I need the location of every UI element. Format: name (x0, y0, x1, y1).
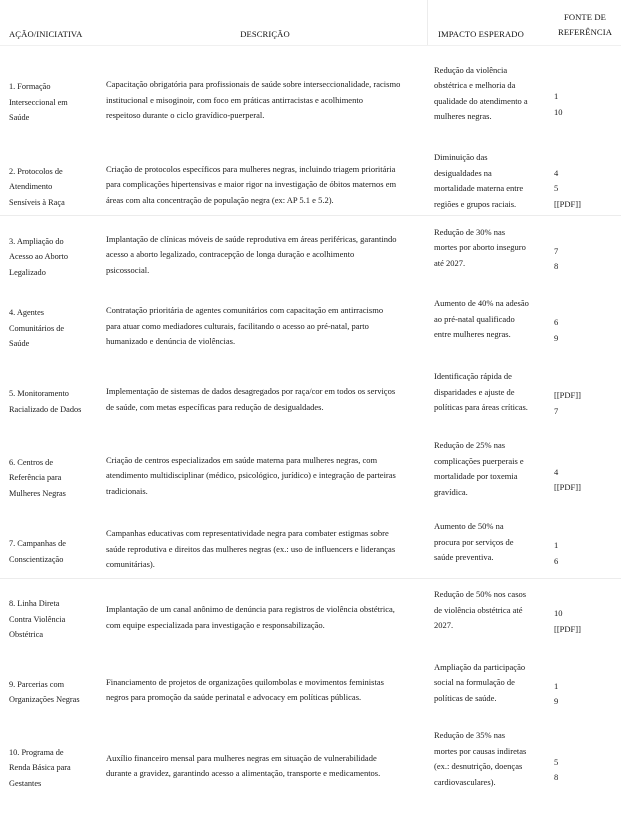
impacto-cell-line: (ex.: desnutrição, doenças (434, 761, 523, 771)
impacto-cell-line: até 2027. (434, 257, 466, 268)
fonte-ref-link[interactable]: 6 (554, 317, 559, 327)
descricao-cell (106, 77, 424, 124)
table-row (0, 579, 621, 648)
descricao-cell-line: de saúde, com metas específicas para redução de desigualdades. (106, 401, 324, 412)
impacto-cell (434, 296, 544, 343)
descricao-cell-line: comunitárias). (106, 559, 155, 570)
descricao-cell (106, 751, 424, 782)
fonte-ref-link[interactable]: 10 (554, 608, 563, 618)
acao-cell (9, 305, 99, 352)
impacto-cell-line: cardiovasculares). (434, 776, 496, 787)
acao-cell-line: Obstétrica (9, 630, 44, 640)
table-row (0, 359, 621, 432)
descricao-cell-line: acesso a aborto legalizado, contracepção de longa duração e acolhimento (106, 249, 355, 260)
impacto-cell (434, 63, 544, 125)
fonte-ref-link[interactable]: 1 (554, 680, 559, 691)
fonte-ref-link[interactable]: 5 (554, 756, 559, 767)
impacto-cell-line: entre mulheres negras. (434, 329, 511, 340)
table-row (0, 286, 621, 359)
impacto-cell-line: Ampliação da participação (434, 661, 526, 672)
fonte-ref-link[interactable]: [[PDF]] (554, 482, 581, 492)
acao-cell-line: Interseccional em (9, 97, 68, 107)
impacto-cell-line: Redução da violência (434, 64, 508, 75)
descricao-cell-line: para complicações hipertensivas e maior rigor na investigação de óbitos maternos em (106, 179, 397, 190)
descricao-cell-line: atendimento multidisciplinar (médico, psicológico, jurídico) e integração de parteiras (106, 470, 396, 481)
impacto-cell-line: desigualdades na (434, 167, 492, 178)
fonte-ref-link[interactable]: 9 (554, 332, 559, 343)
descricao-cell (106, 675, 424, 706)
acao-cell-line: Conscientização (9, 554, 64, 564)
impacto-cell-line: Aumento de 50% na (434, 521, 504, 532)
impacto-cell-line: Redução de 30% nas (434, 226, 506, 237)
impacto-cell-line: procura por serviços de (434, 536, 514, 547)
header-divider (427, 0, 428, 46)
header-acao: AÇÃO/INICIATIVA (9, 29, 83, 39)
acao-cell (9, 536, 99, 567)
fonte-cell (554, 315, 616, 346)
fonte-cell (554, 465, 616, 496)
acao-cell-line: 1. Formação (9, 82, 51, 92)
descricao-cell-line: respeitoso durante o ciclo gravídico-puerperal. (106, 110, 265, 121)
impacto-cell (434, 225, 544, 272)
acao-cell (9, 386, 99, 417)
impacto-cell-line: mortalidade por toxemia (434, 471, 518, 481)
impacto-cell-line: políticas para áreas críticas. (434, 402, 528, 413)
fonte-ref-link[interactable]: 7 (554, 405, 559, 416)
descricao-cell-line: Financiamento de projetos de organizações quilombolas e movimentos feministas (106, 676, 384, 687)
impacto-cell (434, 150, 544, 212)
impacto-cell-line: Redução de 35% nas (434, 730, 506, 740)
impacto-cell-line: disparidades e ajuste de (434, 386, 515, 397)
fonte-ref-link[interactable]: 6 (554, 555, 559, 566)
descricao-cell-line: Implantação de clínicas móveis de saúde reprodutiva em áreas periféricas, garantindo (106, 233, 397, 244)
impacto-cell-line: Aumento de 40% na adesão (434, 298, 529, 309)
descricao-cell (106, 602, 424, 633)
row-separator (0, 578, 621, 579)
impacto-cell-line: regiões e grupos raciais. (434, 198, 517, 209)
descricao-cell-line: tradicionais. (106, 485, 148, 496)
impacto-cell-line: de violência obstétrica até (434, 604, 523, 615)
acao-cell-line: 3. Ampliação do (9, 236, 64, 246)
acao-cell-line: Organizações Negras (9, 695, 80, 704)
impacto-cell-line: mortes por aborto inseguro (434, 242, 526, 253)
fonte-ref-link[interactable]: 7 (554, 245, 559, 256)
table-row (0, 216, 621, 286)
descricao-cell-line: áreas com alta concentração de população negra (ex: AP 5.1 e 5.2). (106, 194, 334, 205)
fonte-ref-link[interactable]: 1 (554, 540, 559, 550)
impacto-cell (434, 660, 544, 707)
acao-cell (9, 745, 99, 792)
fonte-ref-link[interactable]: 5 (554, 183, 559, 194)
acao-cell-line: 8. Linha Direta (9, 599, 60, 609)
fonte-cell (554, 755, 616, 786)
table-row (0, 146, 621, 216)
acao-cell-line: 5. Monitoramento (9, 389, 69, 398)
table-row (0, 47, 621, 146)
acao-cell-line: Referência para (9, 473, 62, 483)
acao-cell (9, 455, 99, 502)
descricao-cell (106, 384, 424, 415)
acao-cell-line: Saúde (9, 339, 30, 349)
impacto-cell-line: mortes por causas indiretas (434, 745, 527, 756)
impacto-cell-line: políticas de saúde. (434, 692, 497, 703)
acao-cell (9, 677, 99, 708)
descricao-cell-line: para atuar como mediadores culturais, facilitando o acesso ao pré-natal, parto (106, 320, 369, 331)
fonte-ref-link[interactable]: 4 (554, 167, 559, 178)
fonte-cell (554, 679, 616, 710)
descricao-cell-line: Implementação de sistemas de dados desagregados por raça/cor em todos os serviços (106, 386, 396, 396)
descricao-cell-line: Auxílio financeiro mensal para mulheres negras em situação de vulnerabilidade (106, 752, 377, 763)
table-row (0, 648, 621, 724)
acao-cell-line: 7. Campanhas de (9, 539, 66, 548)
impacto-cell-line: mortalidade materna entre (434, 183, 524, 193)
impacto-cell-line: obstétrica e melhoria da (434, 80, 516, 90)
descricao-cell-line: saúde reprodutiva e direitos das mulheres negras (ex.: uso de influencers e lideranças (106, 543, 396, 554)
impacto-cell (434, 587, 544, 634)
acao-cell (9, 79, 99, 126)
impacto-cell-line: social na formulação de (434, 677, 515, 688)
acao-cell-line: Legalizado (9, 267, 46, 277)
row-separator (0, 215, 621, 216)
impacto-cell-line: Identificação rápida de (434, 371, 512, 382)
descricao-cell (106, 453, 424, 500)
descricao-cell (106, 526, 424, 573)
descricao-cell-line: psicossocial. (106, 264, 150, 275)
acao-cell (9, 596, 99, 643)
impacto-cell-line: gravídica. (434, 486, 468, 497)
impacto-cell-line: saúde preventiva. (434, 552, 494, 563)
acao-cell-line: 4. Agentes (9, 308, 45, 318)
acao-cell-line: 10. Programa de (9, 747, 64, 757)
impacto-cell (434, 438, 544, 500)
fonte-ref-link[interactable]: 8 (554, 772, 559, 782)
table-row (0, 512, 621, 579)
impacto-cell-line: 2027. (434, 620, 454, 631)
acao-cell-line: Comunitários de (9, 323, 65, 333)
acao-cell-line: Atendimento (9, 182, 53, 192)
acao-cell-line: Saúde (9, 113, 30, 123)
impacto-cell-line: complicações puerperais e (434, 455, 524, 466)
acao-cell-line: 9. Parcerias com (9, 679, 65, 689)
descricao-cell-line: negros para promoção da saúde perinatal e advocacy em políticas públicas. (106, 692, 362, 702)
descricao-cell-line: Campanhas educativas com representatividade negra para combater estigmas sobre (106, 528, 389, 539)
descricao-cell-line: durante a gravidez, garantindo acesso a alimentação, transporte e medicamentos. (106, 768, 381, 778)
acao-cell-line: Gestantes (9, 778, 42, 788)
impacto-cell-line: mulheres negras. (434, 111, 492, 121)
descricao-cell-line: Criação de protocolos específicos para mulheres negras, incluindo triagem prioritária (106, 163, 396, 174)
descricao-cell (106, 232, 424, 279)
impacto-cell (434, 519, 544, 566)
header-separator (0, 45, 621, 46)
header-impacto: IMPACTO ESPERADO (438, 29, 524, 39)
impacto-cell-line: ao pré-natal qualificado (434, 313, 515, 324)
descricao-cell-line: Criação de centros especializados em saúde materna para mulheres negras, com (106, 454, 378, 465)
acao-cell-line: 2. Protocolos de (9, 166, 63, 176)
acao-cell-line: Racializado de Dados (9, 404, 82, 414)
impacto-cell-line: Redução de 25% nas (434, 440, 506, 450)
descricao-cell-line: Contratação prioritária de agentes comunitários com capacitação em antirracismo (106, 305, 384, 316)
fonte-cell (554, 538, 616, 569)
fonte-cell (554, 606, 616, 637)
table-header (0, 0, 621, 46)
header-fonte-line1: FONTE DE (563, 12, 607, 22)
acao-cell-line: Acesso ao Aborto (9, 252, 68, 262)
descricao-cell (106, 303, 424, 350)
table-row (0, 432, 621, 512)
impacto-cell (434, 728, 544, 790)
acao-cell-line: Mulheres Negras (9, 488, 66, 498)
fonte-ref-link[interactable]: [[PDF]] (554, 390, 581, 400)
acao-cell-line: Contra Violência (9, 614, 66, 624)
fonte-ref-link[interactable]: [[PDF]] (554, 623, 581, 634)
descricao-cell-line: institucional e misoginoir, com foco em práticas antirracistas e acolhimento (106, 94, 363, 105)
descricao-cell-line: Capacitação obrigatória para profissionais de saúde sobre interseccionalidade, racismo (106, 79, 401, 90)
fonte-ref-link[interactable]: [[PDF]] (554, 198, 581, 209)
fonte-cell (554, 388, 616, 419)
fonte-ref-link[interactable]: 10 (554, 106, 563, 117)
impacto-cell-line: qualidade do atendimento a (434, 95, 528, 106)
acao-cell-line: Renda Básica para (9, 763, 71, 773)
descricao-cell (106, 162, 424, 209)
acao-cell (9, 164, 99, 211)
descricao-cell-line: humanizado e denúncia de violências. (106, 336, 236, 347)
fonte-ref-link[interactable]: 4 (554, 466, 559, 477)
fonte-cell (554, 89, 616, 120)
acao-cell-line: Sensíveis à Raça (9, 197, 65, 207)
fonte-ref-link[interactable]: 9 (554, 696, 559, 706)
acao-cell (9, 234, 99, 281)
descricao-cell-line: com equipe especializada para investigação e responsabilização. (106, 619, 325, 630)
impacto-cell (434, 369, 544, 416)
fonte-cell (554, 244, 616, 275)
impacto-cell-line: Redução de 50% nos casos (434, 589, 527, 600)
impacto-cell-line: Diminuição das (434, 152, 488, 162)
header-fonte-line2: REFERÊNCIA (558, 27, 612, 37)
acao-cell-line: 6. Centros de (9, 457, 54, 467)
table-row (0, 724, 621, 800)
fonte-ref-link[interactable]: 8 (554, 261, 559, 271)
fonte-cell (554, 166, 616, 213)
descricao-cell-line: Implantação de um canal anônimo de denúncia para registros de violência obstétrica, (106, 604, 395, 614)
fonte-ref-link[interactable]: 1 (554, 91, 559, 101)
header-descricao: DESCRIÇÃO (240, 29, 290, 39)
